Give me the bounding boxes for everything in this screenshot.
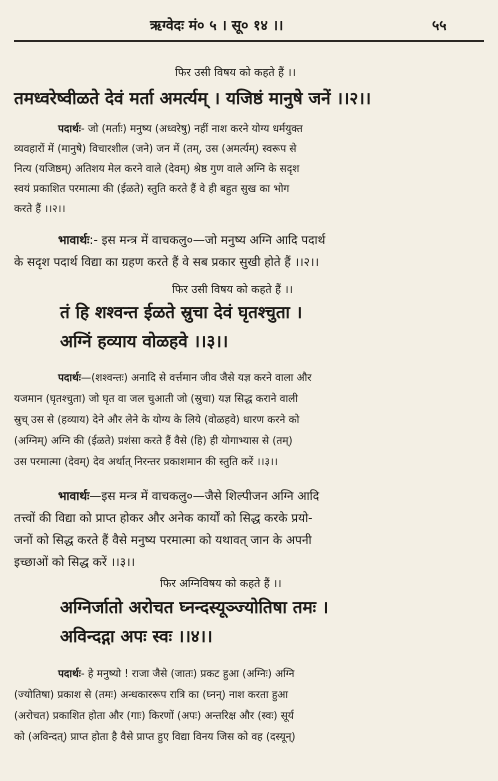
mantra-line: तं हि शश्वन्त ईळते स्रुचा देवं घृतश्चुता । — [60, 303, 303, 323]
mantra-line: तमध्वरेष्वीळते देवं मर्ता अमर्त्यम् । यजिष्ठं मानुषे जनें ।।२।। — [14, 89, 372, 109]
padartha-line: (ज्योतिषा) प्रकाश से (तमः) अन्धकाररूप रात्रि का (घ्नन्) नाश करता हुआ — [14, 689, 289, 701]
padartha-line: यजमान (घृतश्चुता) जो घृत वा जल चुआती जो (स्रुचा) यज्ञ सिद्ध कराने वाली — [14, 393, 298, 405]
running-title: ऋग्वेदः मं० ५ । सू० १४ ।। — [150, 18, 284, 34]
section-heading: फिर उसी विषय को कहते हैं ।। — [172, 283, 293, 296]
bhavartha-label: भावार्थः — [58, 233, 90, 247]
padartha-label: पदार्थः — [58, 123, 81, 135]
bhavartha-line: इच्छाओं को सिद्ध करें ।।३।। — [14, 555, 136, 569]
padartha-text: - हे मनुष्यो ! राजा जैसे (जातः) प्रकट हुआ (अग्निः) अग्नि — [80, 668, 295, 680]
padartha-line — [58, 664, 294, 684]
padartha-line: (अग्निम्) अग्नि की (ईळते) प्रशंसा करते हैं वैसे (हि) ही योगाभ्यास से (तम्) — [14, 435, 293, 447]
padartha-line: को (अविन्दत्) प्राप्त होता है वैसे प्राप्त हुए विद्या विनय जिस को वह (दस्यून्) — [14, 731, 296, 743]
section-heading: फिर उसी विषय को कहते हैं ।। — [175, 66, 296, 79]
bhavartha-line: के सदृश पदार्थ विद्या का ग्रहण करते हैं वे सब प्रकार सुखी होते हैं ।।२।। — [14, 255, 320, 269]
mantra-line: अग्निर्जातो अरोचत घ्नन्दस्यूञ्ज्योतिषा तमः । — [60, 598, 329, 618]
padartha-line — [58, 119, 303, 139]
bhavartha-line: जनों को सिद्ध करते हैं वैसे मनुष्य परमात्मा को यथावत् जान के अपनी — [14, 533, 312, 547]
header-rule — [14, 40, 484, 42]
padartha-line: (अरोचत) प्रकाशित होता और (गाः) किरणों (अपः) अन्तरिक्ष और (स्वः) सूर्य — [14, 710, 294, 722]
padartha-line — [58, 368, 312, 388]
page-number: ५५ — [432, 18, 447, 34]
bhavartha-line — [58, 229, 325, 251]
padartha-line: नित्य (यजिष्ठम्) अतिशय मेल करने वाले (देवम्) श्रेष्ठ गुण वाले अग्नि के सदृश — [14, 163, 300, 175]
bhavartha-line: तत्त्वों की विद्या को प्राप्त होकर और अनेक कार्यों को सिद्ध करके प्रयो- — [14, 511, 313, 525]
bhavartha-line — [58, 485, 319, 507]
mantra-line: अग्निं हव्याय वोळहवे ।।३।। — [60, 332, 229, 352]
padartha-line: उस परमात्मा (देवम्) देव अर्थात् निरन्तर प्रकाशमान की स्तुति करें ।।३।। — [14, 456, 278, 468]
mantra-line: अविन्दद्गा अपः स्वः ।।४।। — [60, 627, 213, 647]
page-header — [0, 16, 498, 42]
padartha-text: —(शश्वन्तः) अनादि से वर्त्तमान जीव जैसे यज्ञ करने वाला और — [80, 372, 312, 384]
bhavartha-label: भावार्थः — [58, 489, 90, 503]
padartha-line: व्यवहारों में (मानुषे) विचारशील (जने) जन में (तम्, उस (अमर्त्यम्) स्वरूप से — [14, 143, 297, 155]
padartha-text: - जो (मर्ताः) मनुष्य (अध्वरेषु) नहीं नाश करने योग्य धर्मयुक्त — [80, 123, 303, 135]
padartha-label: पदार्थः — [58, 372, 81, 384]
bhavartha-text: :- इस मन्त्र में वाचकलु०—जो मनुष्य अग्नि आदि पदार्थ — [89, 233, 326, 247]
section-heading: फिर अग्निविषय को कहते हैं ।। — [160, 577, 282, 590]
padartha-label: पदार्थः — [58, 668, 81, 680]
bhavartha-text: —इस मन्त्र में वाचकलु०—जैसे शिल्पीजन अग्नि आदि — [89, 489, 320, 503]
padartha-line: स्रुच् उस से (हव्याय) देने और लेने के योग्य के लिये (वोळहवे) धारण करने को — [14, 414, 300, 426]
padartha-line: करते हैं ।।२।। — [14, 203, 66, 215]
padartha-line: स्वयं प्रकाशित परमात्मा की (ईळते) स्तुति करते हैं वे ही बहुत सुख का भोग — [14, 183, 290, 195]
